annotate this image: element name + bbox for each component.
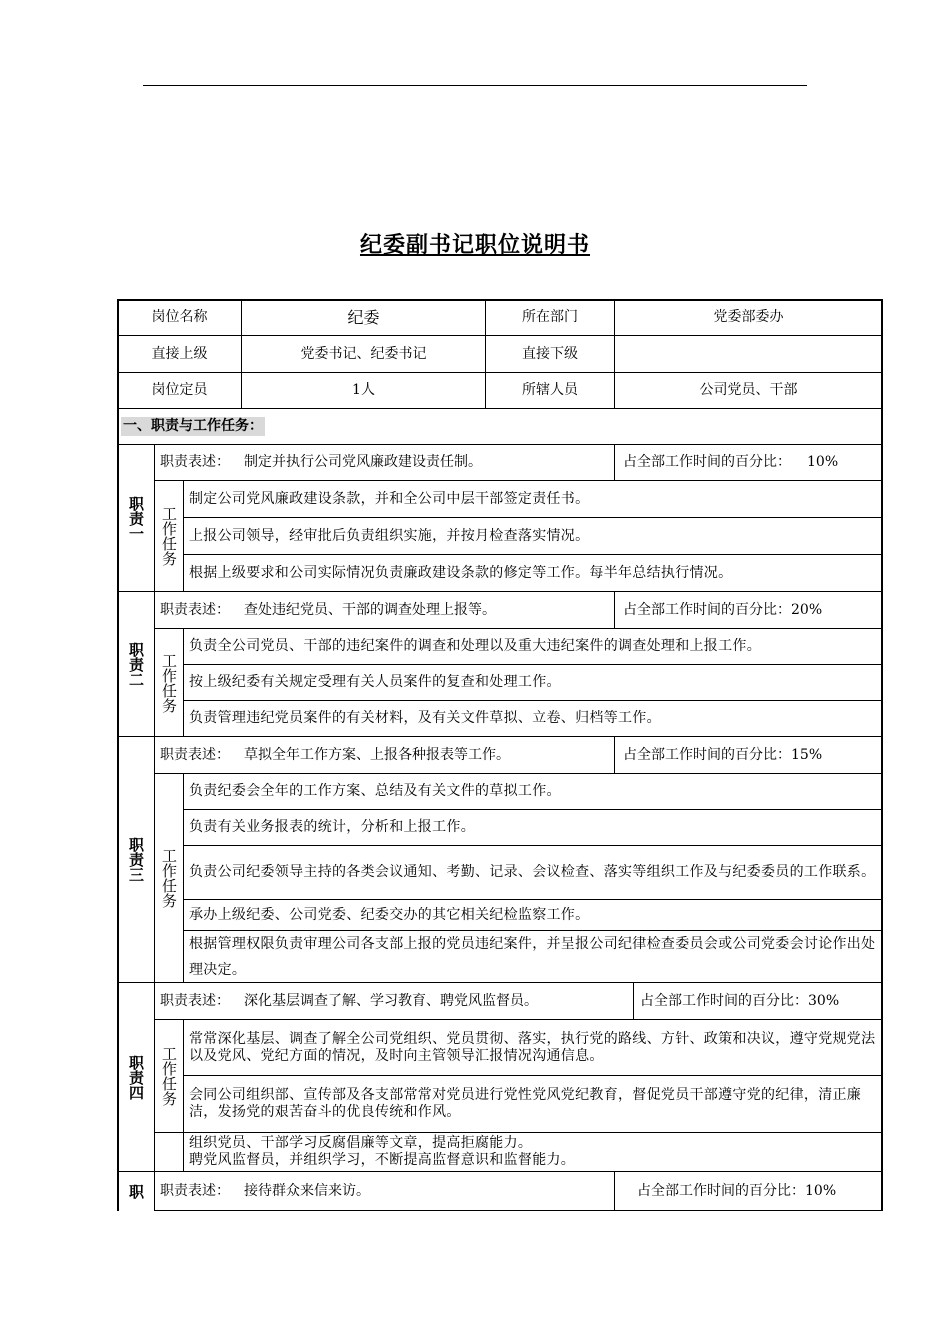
- duty-1-desc-text: 制定并执行公司党风廉政建设责任制。: [244, 454, 482, 470]
- duty-2-task-label: 工作任务: [160, 652, 178, 713]
- duty-3-desc-text: 草拟全年工作方案、上报各种报表等工作。: [244, 746, 510, 763]
- duty-4-task-label-cell: [154, 1019, 184, 1133]
- superior-value: 党委书记、纪委书记: [241, 335, 486, 373]
- duty-5-label-cell: [117, 1171, 155, 1211]
- duty-4-label-cell: [117, 982, 155, 1172]
- superior-label: 直接上级: [117, 335, 242, 373]
- duty-1-description: [154, 444, 615, 481]
- duty-3-task-label: 工作任务: [160, 848, 178, 908]
- duty-2-label: 职责二: [127, 641, 145, 687]
- duty-1-task-3: 根据上级要求和公司实际情况负责廉政建设条款的修定等工作。每半年总结执行情况。: [183, 554, 883, 592]
- duty-4-pct-label: 占全部工作时间的百分比：: [640, 992, 808, 1009]
- duty-1-label-cell: [117, 444, 155, 592]
- headcount-value: 1人: [241, 372, 486, 409]
- duty-4-task-3-4: [183, 1132, 883, 1172]
- duty-2-task-1: 负责全公司党员、干部的违纪案件的调查和处理以及重大违纪案件的调查处理和上报工作。: [183, 628, 883, 665]
- duty-4-task-2: 会同公司组织部、宣传部及各支部常常对党员进行党性党风党纪教育，督促党员干部遵守党的纪律，清正廉洁，发扬党的艰苦奋斗的优良传统和作风。: [183, 1075, 883, 1133]
- duty-3-task-3: 负责公司纪委领导主持的各类会议通知、考勤、记录、会议检查、落实等组织工作及与纪委委员的工作联系。: [183, 845, 883, 900]
- duty-4-task-4: 聘党风监督员，并组织学习，不断提高监督意识和监督能力。: [189, 1152, 576, 1168]
- duty-4-desc-label: 职责表述：: [160, 992, 230, 1009]
- duty-4-percentage: [633, 982, 883, 1020]
- subordinate-value: [614, 335, 883, 373]
- jurisdiction-label: 所辖人员: [485, 372, 615, 409]
- department-label: 所在部门: [485, 299, 615, 336]
- headcount-label: 岗位定员: [117, 372, 242, 409]
- duty-3-percentage: [614, 736, 883, 774]
- duty-4-task-3: 组织党员、干部学习反腐倡廉等文章，提高拒腐能力。: [189, 1135, 533, 1151]
- position-name-label: 岗位名称: [117, 299, 242, 336]
- duty-3-task-5: 根据管理权限负责审理公司各支部上报的党员违纪案件，并呈报公司纪律检查委员会或公司党委会讨论作出处理决定。: [183, 930, 883, 983]
- duty-4-task-spacer: [154, 1132, 184, 1172]
- duty-2-pct-value: 20%: [791, 601, 823, 618]
- duty-2-task-3: 负责管理违纪党员案件的有关材料，及有关文件草拟、立卷、归档等工作。: [183, 700, 883, 737]
- duty-1-task-2: 上报公司领导，经审批后负责组织实施，并按月检查落实情况。: [183, 517, 883, 555]
- duty-5-desc-text: 接待群众来信来访。: [244, 1182, 370, 1199]
- duty-5-description: [154, 1171, 615, 1211]
- duty-1-task-1: 制定公司党风廉政建设条款，并和全公司中层干部签定责任书。: [183, 480, 883, 518]
- duty-2-pct-label: 占全部工作时间的百分比：: [623, 601, 791, 618]
- duty-2-task-label-cell: [154, 628, 184, 737]
- duty-3-label-cell: [117, 736, 155, 983]
- duty-1-task-label-cell: [154, 480, 184, 592]
- duty-1-task-label: 工作任务: [160, 506, 178, 566]
- duty-4-task-label: 工作任务: [160, 1046, 178, 1106]
- duty-1-pct-label: 占全部工作时间的百分比：: [623, 454, 791, 470]
- duty-3-task-label-cell: [154, 773, 184, 983]
- department-value: 党委部委办: [614, 299, 883, 336]
- duty-2-percentage: [614, 591, 883, 629]
- duty-2-label-cell: [117, 591, 155, 737]
- duty-3-pct-label: 占全部工作时间的百分比：: [623, 746, 791, 763]
- position-name-value: 纪委: [241, 299, 486, 336]
- duty-2-desc-label: 职责表述：: [160, 601, 230, 618]
- duty-1-pct-value: 10%: [807, 454, 839, 470]
- duty-5-label: 职: [127, 1184, 145, 1199]
- duty-4-description: [154, 982, 634, 1020]
- duty-4-task-1: 常常深化基层、调查了解全公司党组织、党员贯彻、落实，执行党的路线、方针、政策和决议，遵守党规党法以及党风、党纪方面的情况，及时向主管领导汇报情况沟通信息。: [183, 1019, 883, 1076]
- duty-1-percentage: [614, 444, 883, 481]
- duty-4-desc-text: 深化基层调查了解、学习教育、聘党风监督员。: [244, 992, 538, 1009]
- duty-3-label: 职责三: [127, 837, 145, 882]
- duty-3-task-4: 承办上级纪委、公司党委、纪委交办的其它相关纪检监察工作。: [183, 899, 883, 931]
- duty-4-pct-value: 30%: [808, 992, 840, 1009]
- duty-3-desc-label: 职责表述：: [160, 746, 230, 763]
- jurisdiction-value: 公司党员、干部: [614, 372, 883, 409]
- duty-3-pct-value: 15%: [791, 746, 823, 763]
- header-rule: [143, 85, 807, 86]
- duty-2-description: [154, 591, 615, 629]
- duty-3-task-2: 负责有关业务报表的统计，分析和上报工作。: [183, 809, 883, 846]
- subordinate-label: 直接下级: [485, 335, 615, 373]
- duty-3-description: [154, 736, 615, 774]
- duty-5-pct-value: 10%: [805, 1182, 837, 1199]
- duty-5-desc-label: 职责表述：: [160, 1182, 230, 1199]
- duty-2-desc-text: 查处违纪党员、干部的调查处理上报等。: [244, 601, 496, 618]
- duty-5-pct-label: 占全部工作时间的百分比：: [637, 1182, 805, 1199]
- duty-1-label: 职责一: [127, 495, 145, 541]
- duty-5-percentage: [614, 1171, 883, 1211]
- section-heading-text: 一、职责与工作任务：: [123, 418, 263, 434]
- duty-3-task-1: 负责纪委会全年的工作方案、总结及有关文件的草拟工作。: [183, 773, 883, 810]
- duty-2-task-2: 按上级纪委有关规定受理有关人员案件的复查和处理工作。: [183, 664, 883, 701]
- document-title: 纪委副书记职位说明书: [359, 233, 590, 258]
- duty-1-desc-label: 职责表述：: [160, 454, 230, 470]
- section-heading: [117, 408, 883, 445]
- duty-4-label: 职责四: [127, 1054, 145, 1100]
